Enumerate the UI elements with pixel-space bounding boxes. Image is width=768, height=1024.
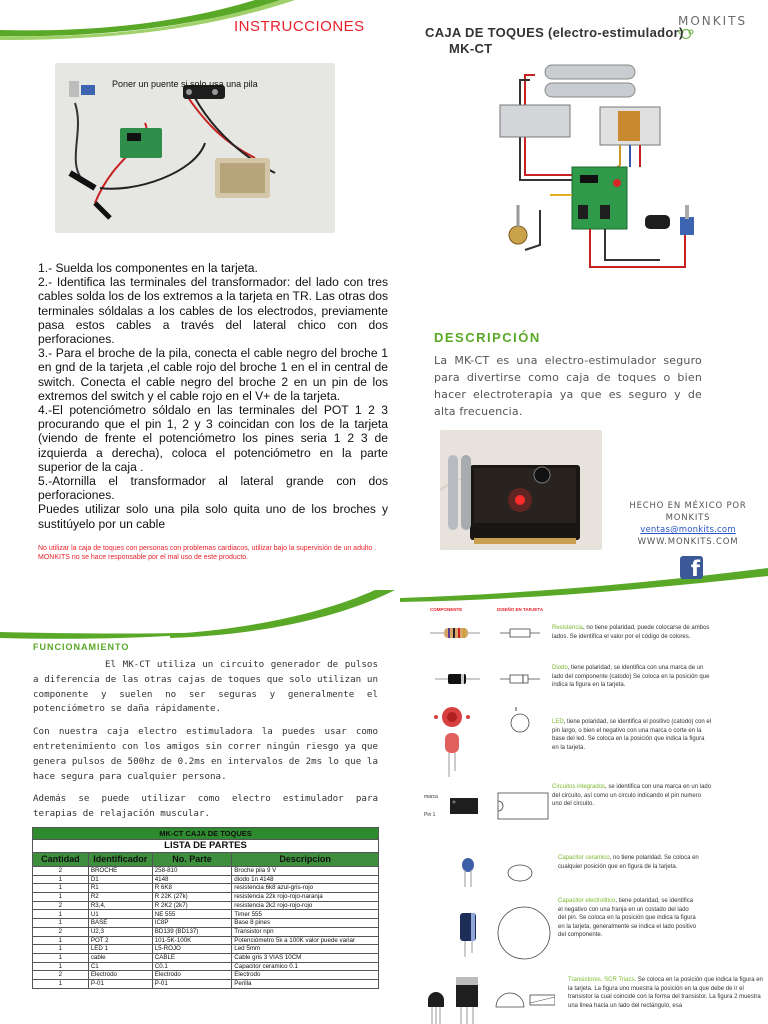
ic-icon: [450, 798, 478, 814]
contact-block: [625, 500, 751, 548]
identifier-cell: POT 2: [88, 936, 152, 945]
parts-subtitle: LISTA DE PARTES: [33, 840, 379, 853]
identifier-cell: BROCHE: [88, 867, 152, 876]
description-cell: Cable gris 3 VIAS 10CM: [232, 953, 379, 962]
website-link[interactable]: WWW.MONKITS.COM: [637, 537, 739, 547]
component-desc-ic: Circuitos integrados, se identifica con una marca en un lado del circuito, así como un circulo indicando el pin numero uno del circuito.: [552, 784, 712, 808]
ic-mark-label: marca: [424, 794, 438, 800]
qty-cell: 1: [33, 979, 89, 988]
qty-cell: 1: [33, 953, 89, 962]
monkits-logo: [678, 14, 768, 42]
mid-right-swoosh: [400, 568, 768, 604]
parts-row: [33, 953, 379, 962]
identifier-cell: P-01: [88, 979, 152, 988]
email-link[interactable]: ventas@monkits.com: [640, 525, 736, 535]
qty-cell: 1: [33, 875, 89, 884]
company-name: MONKITS: [665, 513, 711, 523]
qty-cell: 2: [33, 927, 89, 936]
qty-cell: 1: [33, 945, 89, 954]
design-header: DISEÑO EN TARJETA: [497, 607, 544, 612]
transistor-icon: [428, 977, 478, 1024]
electrolytic-capacitor-icon: [460, 913, 476, 957]
component-desc-diode: Diodo, tiene polaridad, se identifica con una marca de un lado del componente (catodo) Se coloca en la posición que indica la figura en la tarjeta.: [552, 665, 710, 689]
functioning-paragraph-2: Con nuestra caja electro estimuladora la puedes usar como entretenimiento con los amigos sin correr ningún riesgo ya que genera pulsos de 500hz de 0.2ms en intervalos de 2ms lo que la hace segura para cualquier persona.: [33, 726, 378, 782]
parts-row: [33, 884, 379, 893]
parts-caption: MK-CT CAJA DE TOQUES: [33, 828, 379, 840]
parts-row: [33, 979, 379, 988]
part-number-cell: C0.1: [152, 962, 232, 971]
qty-cell: 1: [33, 962, 89, 971]
description-cell: resistencia 22k rojo-rojo-naranja: [232, 893, 379, 902]
qty-cell: 1: [33, 884, 89, 893]
description-cell: Timer 555: [232, 910, 379, 919]
part-number-cell: P-01: [152, 979, 232, 988]
part-number-cell: 4148: [152, 875, 232, 884]
qty-cell: 1: [33, 893, 89, 902]
component-desc-led: LED, tiene polaridad, se identifica el positivo (catodo) con el pin largo, o bien el negativo con una marca o corte en la base del led. Se coloca en la posición que indica la figura en la tarjeta.: [552, 719, 712, 751]
component-desc-resistor: Resistencia, no tiene polaridad, puede colocarse de ambos lados. Se identifica el valor por el código de colores.: [552, 625, 710, 640]
col-quantity: Cantidad: [33, 853, 89, 867]
resistor-footprint-icon: [500, 629, 540, 637]
mid-left-swoosh: [0, 590, 395, 640]
identifier-cell: cable: [88, 953, 152, 962]
identifier-cell: U2,3: [88, 927, 152, 936]
identifier-cell: BASE: [88, 919, 152, 928]
functioning-text: [33, 658, 378, 822]
parts-table: [32, 827, 379, 989]
identifier-cell: R2: [88, 893, 152, 902]
component-desc-electrolytic-cap: Capacitor electrolitico, tiene polaridad, se identifica el negativo con una franja en un costado del lado del pin. Se coloca en la posición que indica la figura en la tarjeta, generalmente se indica el lado positivo del componente.: [558, 898, 697, 939]
col-part-number: No. Parte: [152, 853, 232, 867]
parts-body: [33, 867, 379, 989]
ceramic-capacitor-icon: [462, 858, 474, 887]
parts-row: [33, 910, 379, 919]
transistor-footprint-icon: [496, 993, 555, 1007]
parts-row: [33, 927, 379, 936]
facebook-icon[interactable]: f: [680, 556, 703, 579]
step-4: 4.-El potenciómetro sóldalo en las terminales del POT 1 2 3 procurando que el pin 1, 2 y 3 coincidan con los de la tarjeta (viendo de frente el potenciómetro los pines seria 1 2 3 de izquierda a derecha), coloca el potenciómetro en la parte superior de la caja .: [38, 403, 388, 474]
parts-row: [33, 945, 379, 954]
part-number-cell: L5-ROJO: [152, 945, 232, 954]
identifier-cell: LED 1: [88, 945, 152, 954]
product-title: [425, 25, 684, 56]
description-cell: resistencia 6k8 azul-gris-rojo: [232, 884, 379, 893]
col-identifier: Identificador: [88, 853, 152, 867]
parts-row: [33, 893, 379, 902]
part-number-cell: Electrodo: [152, 971, 232, 980]
step-3: 3.- Para el broche de la pila, conecta el cable negro del broche 1 en gnd de la tarjeta ,el cable rojo del broche 1 en el in central de switch. Conecta el cable negro del broche 2 en un pin de los extremos del switch y el cable rojo en el V+ de la tarjeta.: [38, 346, 388, 403]
safety-warning: No utilizar la caja de toques con personas con problemas cardiacos, utilizar bajo la supervisión de un adulto . MONKITS no se hace responsable por el mal uso de este producto.: [38, 545, 377, 561]
diode-icon: [435, 674, 480, 684]
description-cell: Potenciómetro 5k a 100K valor puede variar: [232, 936, 379, 945]
step-1: 1.- Suelda los componentes en la tarjeta.: [38, 261, 258, 275]
parts-row: [33, 901, 379, 910]
diode-footprint-icon: [500, 675, 540, 683]
qty-cell: 2: [33, 971, 89, 980]
description-text: La MK-CT es una electro-estimulador seguro para divertirse como caja de toques o bien hacer electroterapia ya que es seguro y de alta frecuencia.: [434, 354, 702, 418]
resistor-icon: [430, 628, 480, 638]
qty-cell: 1: [33, 919, 89, 928]
component-desc-ceramic-cap: Capacitor ceramico, no tiene polaridad. Se coloca en cualquier posición que en figura de la tarjeta.: [558, 855, 699, 870]
description-cell: Capacitor ceramico 0.1: [232, 962, 379, 971]
part-number-cell: R 2K2 (2k7): [152, 901, 232, 910]
led-footprint-icon: [511, 707, 529, 732]
functioning-title: FUNCIONAMIENTO: [33, 642, 130, 652]
parts-row: [33, 875, 379, 884]
part-number-cell: NE 555: [152, 910, 232, 919]
instructions-title: INSTRUCCIONES: [234, 18, 365, 35]
product-title-line1: CAJA DE TOQUES (electro-estimulador): [425, 25, 684, 40]
led-icon: [434, 707, 470, 777]
part-number-cell: 258-810: [152, 867, 232, 876]
instruction-steps: [38, 261, 388, 531]
product-box-illustration: [440, 430, 602, 550]
description-cell: Base 8 pines: [232, 919, 379, 928]
description-cell: Broche pila 9 V: [232, 867, 379, 876]
qty-cell: 2: [33, 867, 89, 876]
step-2: 2.- Identifica las terminales del transformador: del lado con tres cables solda los de los extremos a la tarjeta en TR. Las otras dos terminales sóldalas a los cables de los electrodos, previamente pasa estos cables a través del lateral chico con dos perforaciones.: [38, 275, 389, 347]
component-drawings: [420, 615, 555, 1024]
qty-cell: 2: [33, 901, 89, 910]
parts-row: [33, 919, 379, 928]
parts-row: [33, 867, 379, 876]
assembly-photo: [55, 63, 335, 233]
functioning-paragraph-3: Además se puede utilizar como electro estimulador para terapias de relajación muscular.: [33, 793, 378, 820]
col-description: Descripcion: [232, 853, 379, 867]
description-cell: resistencia 2k2 rojo-rojo-rojo: [232, 901, 379, 910]
ceramic-capacitor-footprint-icon: [508, 865, 532, 881]
part-number-cell: IC8P: [152, 919, 232, 928]
ic-footprint-icon: [498, 793, 548, 819]
product-photo: [440, 430, 602, 550]
description-title: DESCRIPCIÓN: [434, 330, 541, 345]
product-title-line2: MK-CT: [449, 41, 493, 56]
parts-row: [33, 962, 379, 971]
description-cell: Transistor npn: [232, 927, 379, 936]
component-header: COMPONENTE: [430, 607, 463, 612]
electrolytic-capacitor-footprint-icon: [498, 907, 550, 959]
description-cell: diodo 1n 4148: [232, 875, 379, 884]
part-number-cell: R 22K (27k): [152, 893, 232, 902]
identifier-cell: C1: [88, 962, 152, 971]
parts-header-row: [33, 853, 379, 867]
part-number-cell: R 6K8: [152, 884, 232, 893]
photo-caption: Poner un puente si solo usa una pila: [112, 79, 258, 89]
description-cell: Electrodo: [232, 971, 379, 980]
component-desc-transistor: Transistores, SCR Triacs. Se coloca en la posición que indica la figura en la tarjeta. La figura uno muestra la posición en la que debe de ir el transistor la cual coincide con la forma del transistor. La figura 2 muestra una linea hacia un lado del rectángulo, esa: [568, 977, 763, 1009]
identifier-cell: R1: [88, 884, 152, 893]
qty-cell: 1: [33, 910, 89, 919]
parts-row: [33, 936, 379, 945]
qty-cell: 1: [33, 936, 89, 945]
circuit-diagram: [490, 55, 715, 285]
ic-pin1-label: Pin 1: [424, 812, 436, 818]
step-5: 5.-Atornilla el transformador al lateral grande con dos perforaciones.: [38, 474, 388, 503]
part-number-cell: CABLE: [152, 953, 232, 962]
identifier-cell: R3,4,: [88, 901, 152, 910]
description-cell: Perilla: [232, 979, 379, 988]
description-cell: Led 5mm: [232, 945, 379, 954]
part-number-cell: BD139 (BD137): [152, 927, 232, 936]
functioning-paragraph-1: El MK-CT utiliza un circuito generador de pulsos a diferencia de las otras cajas de toques que solo utilizan un componente y suelen no ser seguras y generalmente el potenciómetro se daña rápidamente.: [33, 659, 378, 715]
parts-row: [33, 971, 379, 980]
logo-text: MONKITS: [678, 14, 748, 28]
made-in-label: HECHO EN MÉXICO POR: [629, 501, 747, 511]
identifier-cell: Electrodo: [88, 971, 152, 980]
part-number-cell: 101-5K-100K: [152, 936, 232, 945]
identifier-cell: U1: [88, 910, 152, 919]
identifier-cell: D1: [88, 875, 152, 884]
step-note: Puedes utilizar solo una pila solo quita uno de los broches y sustitúyelo por un cable: [38, 502, 388, 531]
